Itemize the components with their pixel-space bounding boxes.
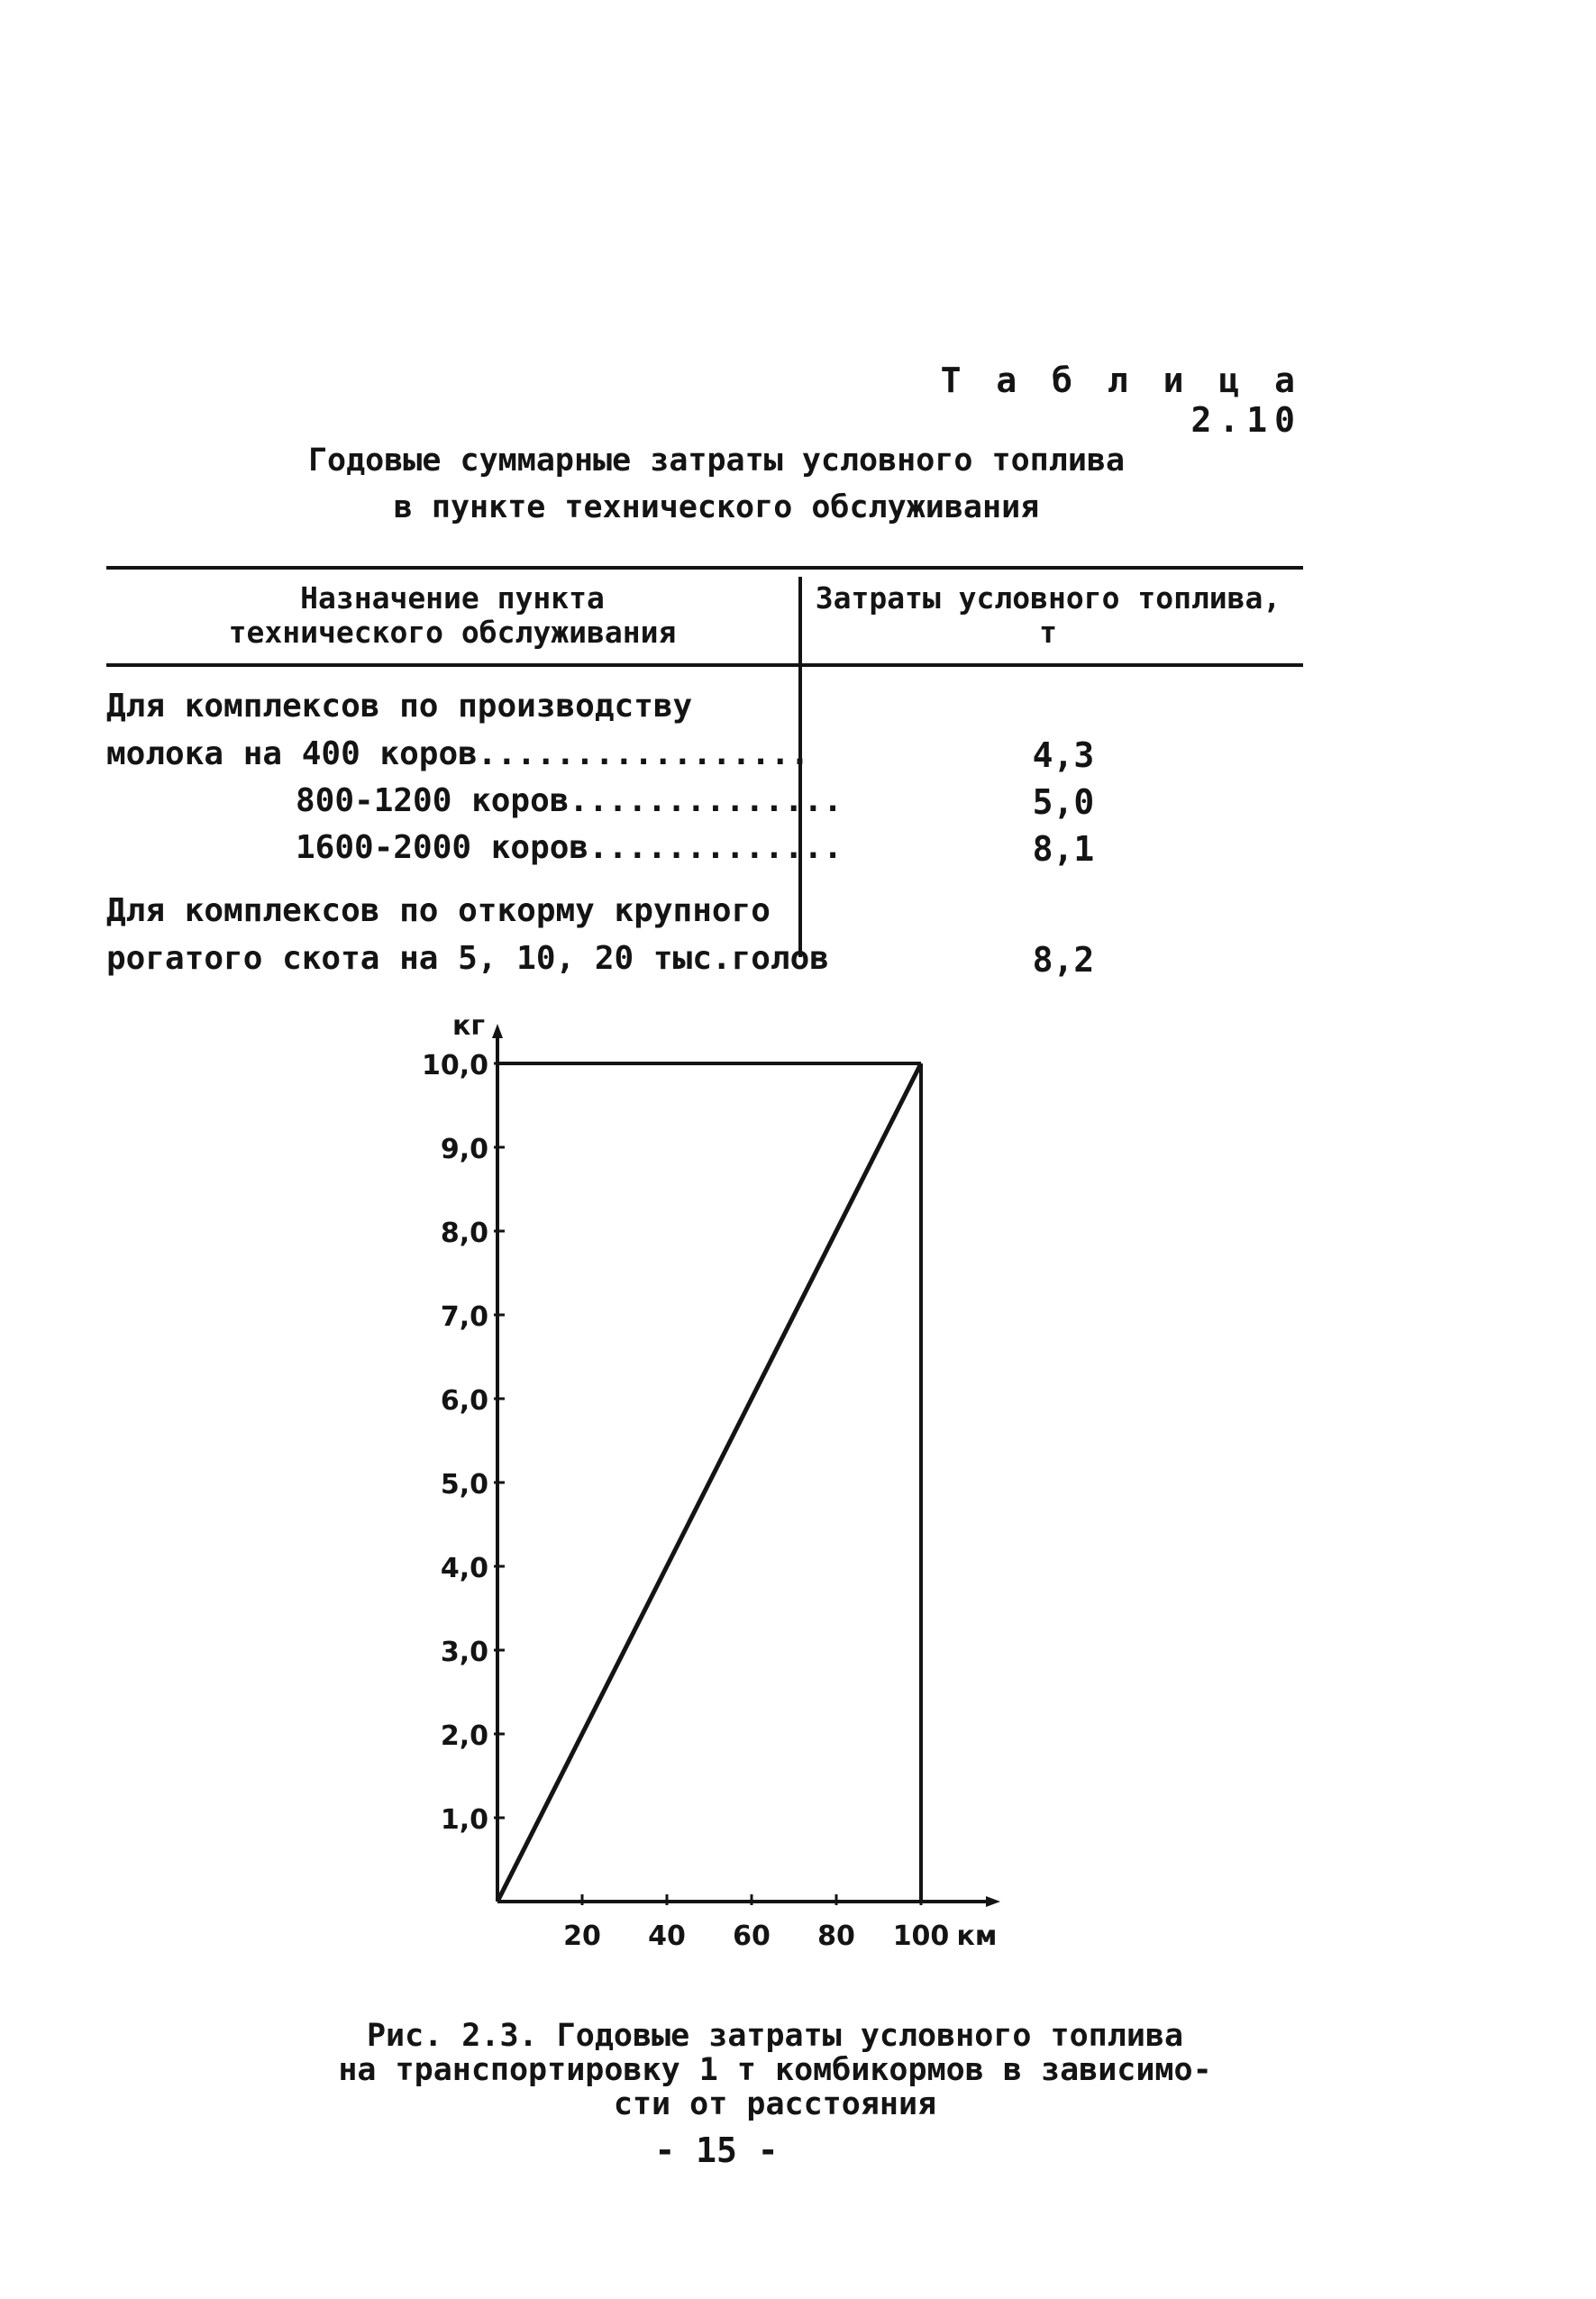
- table-top-rule: [106, 566, 1303, 570]
- x-tick-label: 20: [563, 1920, 601, 1952]
- caption-line-2: на транспортировку 1 т комбикормов в зависимо-: [338, 2052, 1212, 2088]
- x-axis-arrow: [986, 1896, 1000, 1907]
- y-tick-label: 2,0: [440, 1720, 488, 1752]
- header-purpose-line-2: технического обслуживания: [228, 615, 677, 650]
- table-row-text: 1600-2000 коров.............: [296, 829, 843, 866]
- caption-line-3: сти от расстояния: [613, 2086, 937, 2122]
- page-number: - 15 -: [654, 2130, 779, 2170]
- figure-caption: [252, 2019, 1298, 2121]
- chart-container: [424, 1009, 1000, 2004]
- y-axis-label: кг: [451, 1010, 485, 1042]
- y-tick-label: 9,0: [440, 1134, 488, 1165]
- caption-line-1: Рис. 2.3. Годовые затраты условного топлива: [366, 2018, 1184, 2054]
- table-row-value: 4,3: [1032, 735, 1095, 775]
- table-title: [180, 437, 1253, 531]
- x-axis-label: км: [956, 1920, 998, 1952]
- table-header-rule: [106, 663, 1303, 667]
- y-tick-label: 3,0: [440, 1637, 488, 1668]
- y-tick-label: 1,0: [440, 1804, 488, 1836]
- y-tick-label: 7,0: [440, 1301, 488, 1333]
- header-purpose-line-1: Назначение пункта: [300, 580, 605, 616]
- table-row-text: Для комплексов по производству: [106, 688, 693, 725]
- table-title-line-2: в пункте технического обслуживания: [393, 489, 1040, 525]
- header-fuel-line-1: Затраты условного топлива,: [815, 580, 1281, 616]
- table-row-text: рогатого скота на 5, 10, 20 тыс.голов: [106, 940, 829, 977]
- table-title-line-1: Годовые суммарные затраты условного топлива: [307, 442, 1126, 479]
- table-label: Т а б л и ц а 2.10: [940, 360, 1302, 440]
- table-row-text: Для комплексов по откорму крупного: [106, 892, 771, 929]
- table-row-text: молока на 400 коров.................: [106, 735, 810, 772]
- table-row-value: 5,0: [1032, 782, 1095, 822]
- header-fuel-line-2: т: [1039, 615, 1057, 650]
- y-tick-label: 5,0: [440, 1469, 488, 1501]
- y-tick-label: 4,0: [440, 1553, 488, 1584]
- table-row-value: 8,2: [1032, 940, 1095, 980]
- table-header-purpose: [106, 581, 798, 650]
- series-line: [497, 1063, 921, 1902]
- y-tick-label: 10,0: [424, 1050, 488, 1081]
- x-tick-label: 40: [648, 1920, 686, 1952]
- y-tick-label: 6,0: [440, 1385, 488, 1417]
- table-row-text: 800-1200 коров..............: [296, 782, 843, 819]
- x-tick-label: 60: [733, 1920, 771, 1952]
- x-tick-label: 100: [892, 1920, 950, 1952]
- fuel-cost-chart: [424, 1009, 1000, 2001]
- table-header-fuel: [793, 581, 1303, 650]
- table-row-value: 8,1: [1032, 829, 1095, 869]
- y-axis-arrow: [492, 1024, 503, 1038]
- y-tick-label: 8,0: [440, 1218, 488, 1249]
- x-tick-label: 80: [817, 1920, 855, 1952]
